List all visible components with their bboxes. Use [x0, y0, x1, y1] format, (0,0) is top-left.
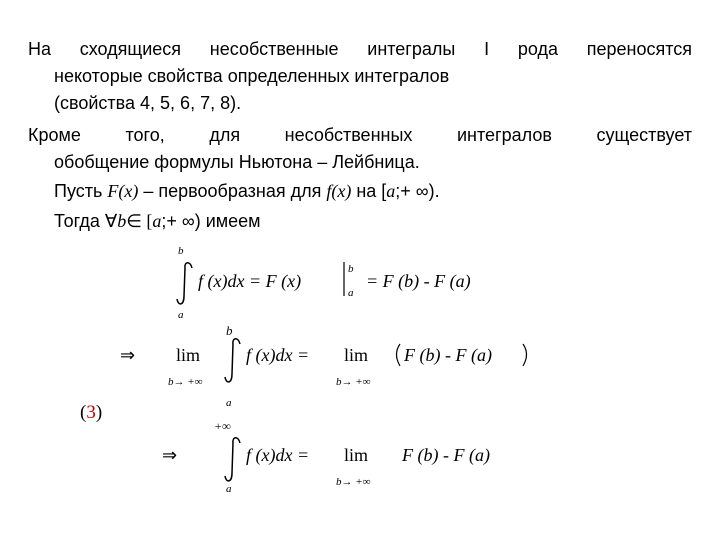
- formula-limit: [120, 323, 527, 409]
- text-run: ;+ ∞).: [395, 181, 440, 201]
- paragraph-line: На сходящиеся несобственные интегралы I рода переносятся: [28, 39, 692, 59]
- math-F-of-x: F(x): [107, 181, 139, 201]
- lim-subscript: b→ +∞: [336, 376, 371, 388]
- formula-rhs: = F (b) - F (a): [366, 271, 471, 291]
- integral-lower-limit: a: [226, 397, 232, 409]
- bar-lower-limit: a: [348, 287, 354, 299]
- integral-sign-icon: [177, 263, 192, 304]
- formula-rhs: F (b) - F (a): [404, 345, 492, 365]
- integral-upper-limit: b: [226, 323, 233, 338]
- bar-upper-limit: b: [348, 263, 354, 275]
- element-of-symbol: ∈ [: [126, 211, 153, 231]
- integral-sign-icon: [225, 438, 240, 481]
- equation-number: [80, 402, 102, 424]
- text-run: на [: [351, 181, 387, 201]
- right-paren-icon: [523, 344, 527, 366]
- math-a: a: [152, 211, 162, 231]
- lim-operator: lim: [176, 345, 201, 365]
- integral-lower-limit: a: [226, 483, 232, 495]
- equation-number-value: 3: [86, 402, 96, 423]
- implies-icon: ⇒: [162, 445, 178, 465]
- math-b: b: [117, 211, 127, 231]
- lim-operator: lim: [344, 445, 369, 465]
- formula-integrand: f (x)dx =: [246, 345, 310, 365]
- math-a: a: [386, 181, 396, 201]
- integral-sign-icon: [225, 339, 240, 382]
- text-run: – первообразная для: [138, 181, 327, 201]
- text-run: Пусть: [54, 181, 108, 201]
- formula-newton-leibniz: [177, 245, 471, 321]
- text-run: ;+ ∞) имеем: [161, 211, 261, 231]
- paragraph-line: Кроме того, для несобственных интегралов существует: [28, 125, 692, 145]
- forall-symbol: ∀: [104, 211, 118, 231]
- integral-lower-limit: a: [178, 309, 184, 321]
- implies-icon: ⇒: [120, 345, 136, 365]
- paragraph-line: некоторые свойства определенных интегралов: [54, 66, 450, 86]
- left-paren-icon: [397, 344, 401, 366]
- integral-upper-limit: +∞: [214, 419, 231, 433]
- formula-integrand: f (x)dx = F (x): [198, 271, 302, 291]
- lim-subscript: b→ +∞: [168, 376, 203, 388]
- formula-integrand: f (x)dx =: [246, 445, 310, 465]
- integral-upper-limit: b: [178, 245, 184, 257]
- lim-operator: lim: [344, 345, 369, 365]
- text-run: Тогда: [54, 211, 105, 231]
- paragraph-line: обобщение формулы Ньютона – Лейбница.: [54, 152, 420, 172]
- math-f-of-x: f(x): [326, 181, 352, 201]
- paren: ): [95, 402, 103, 423]
- formula-rhs: F (b) - F (a): [402, 445, 490, 465]
- lim-subscript: b→ +∞: [336, 476, 371, 488]
- formula-improper: [162, 419, 490, 495]
- paren: (: [80, 402, 87, 423]
- paragraph-line: (свойства 4, 5, 6, 7, 8).: [54, 93, 242, 113]
